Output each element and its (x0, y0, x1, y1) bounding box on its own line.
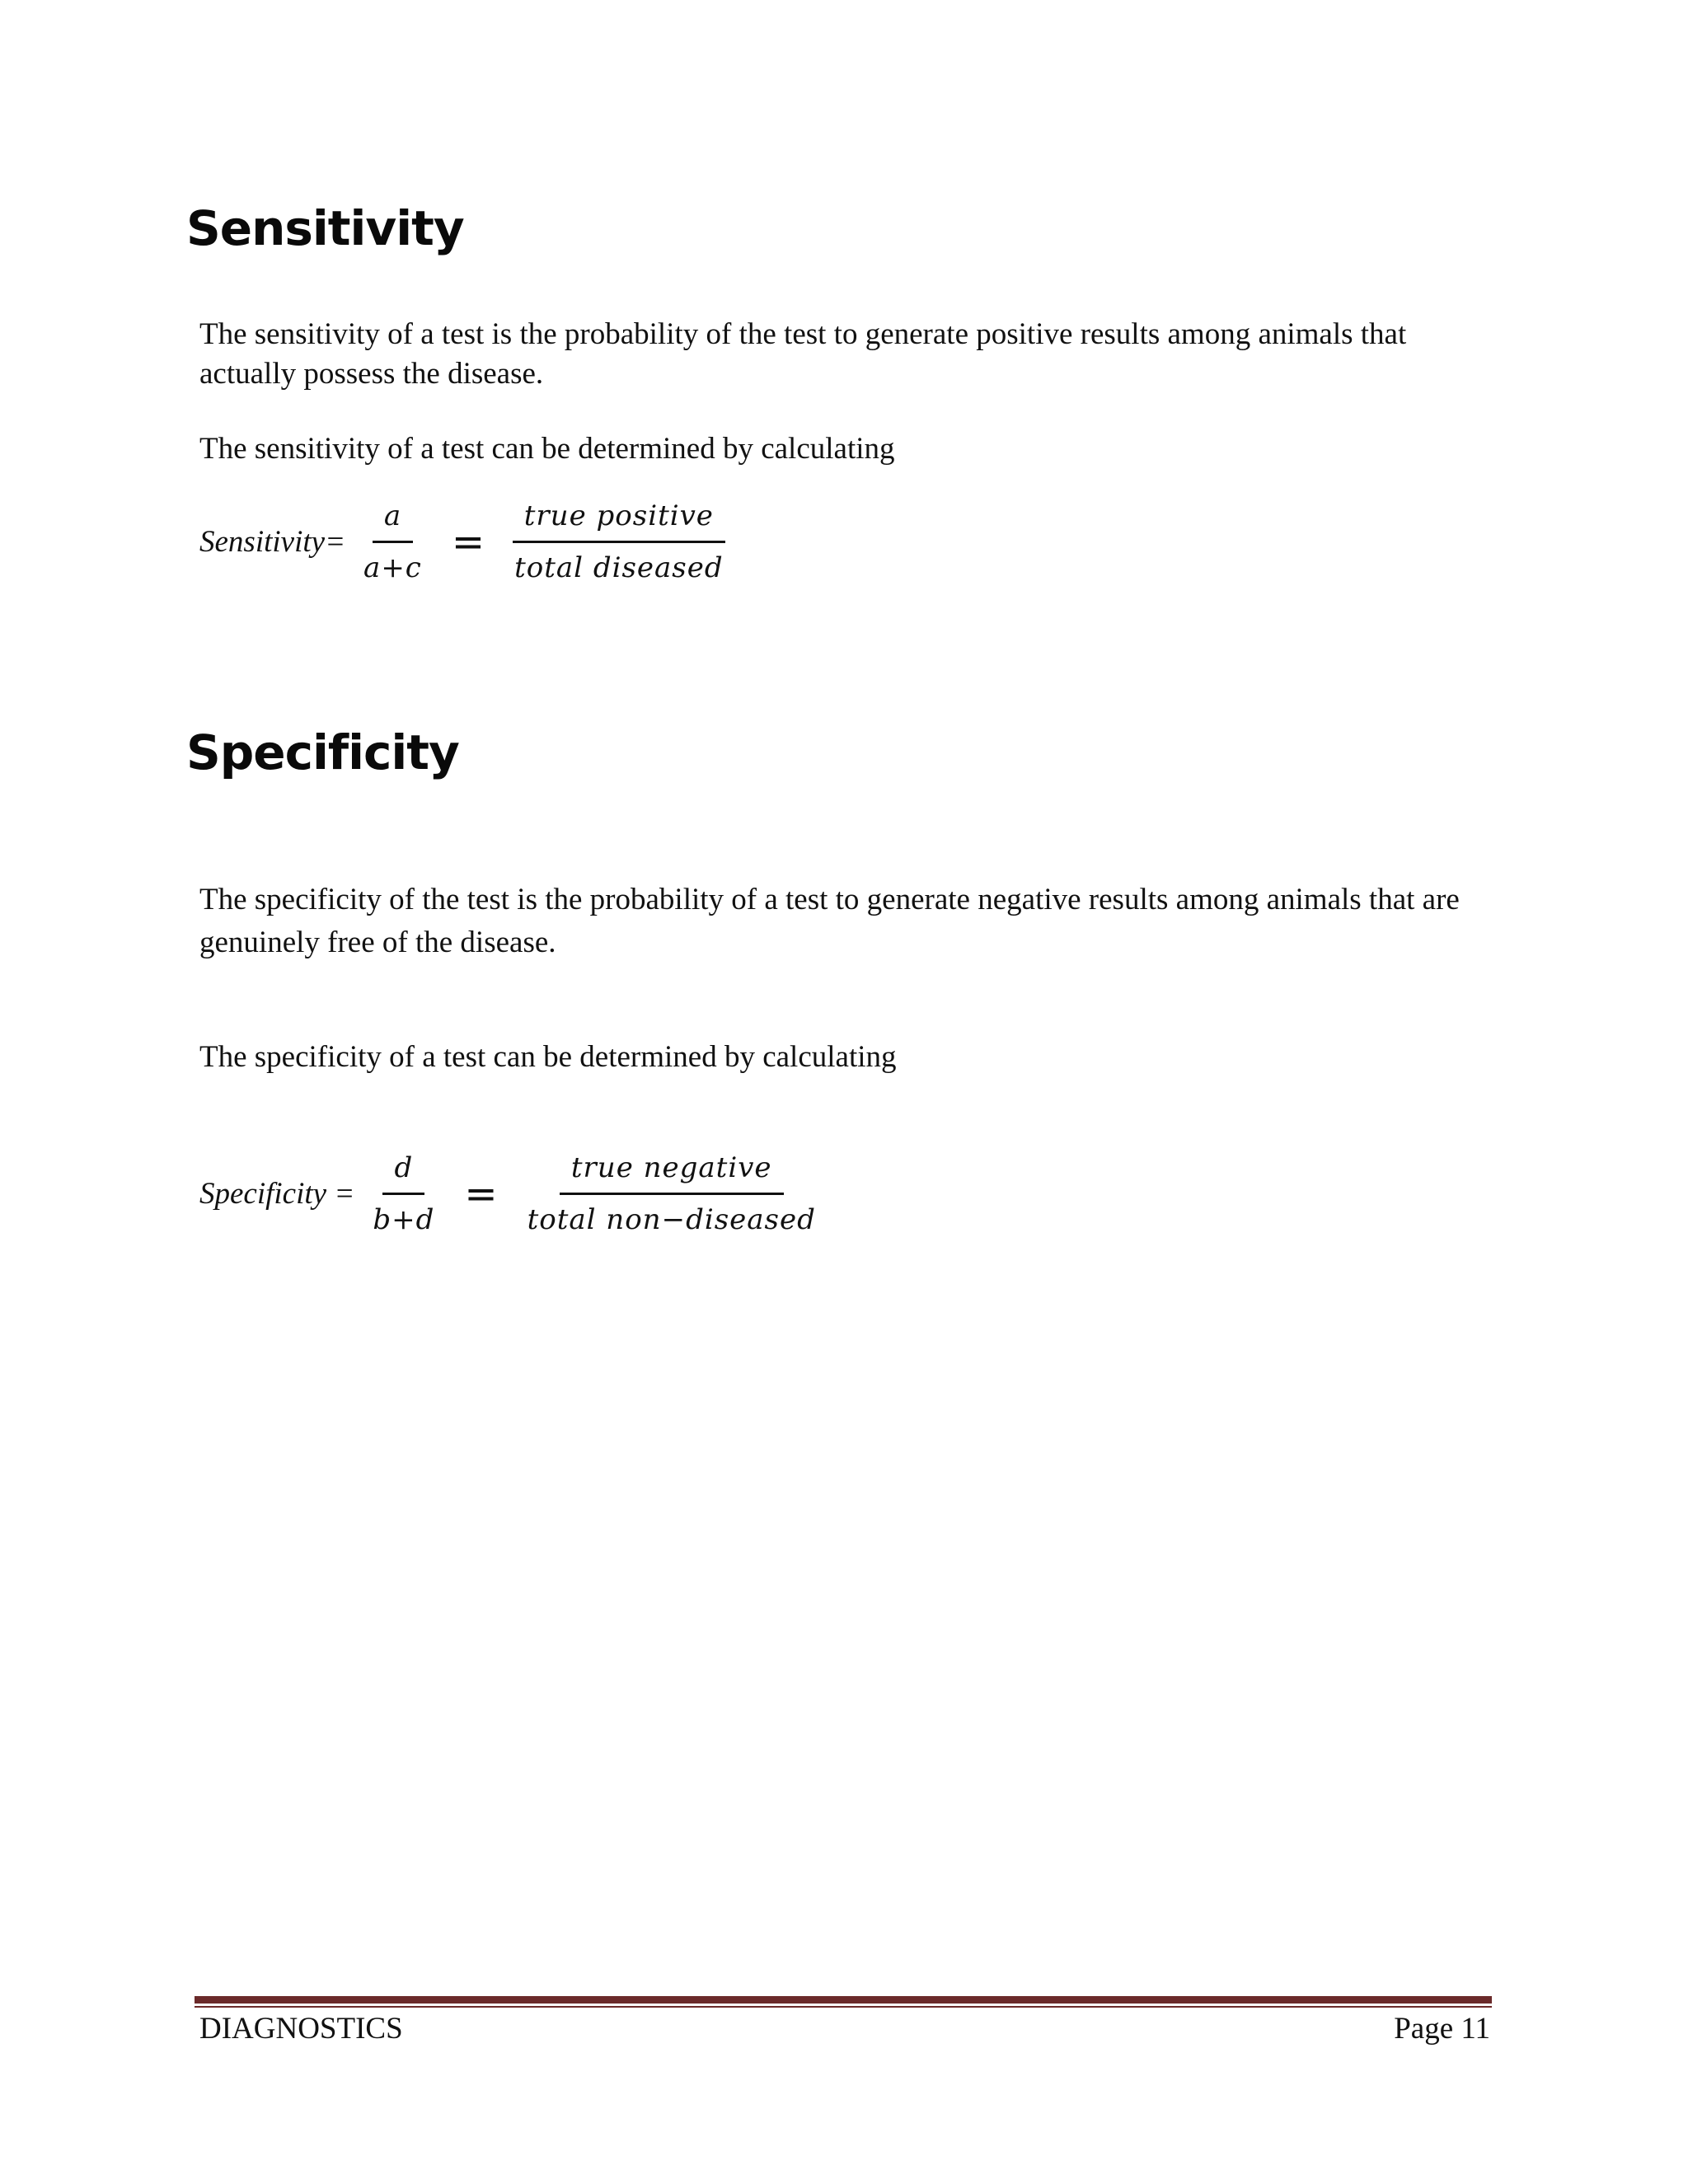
specificity-heading: Specificity (186, 724, 459, 780)
sensitivity-fraction-words (503, 498, 735, 586)
specificity-fraction-ratio-numerator: d (382, 1150, 424, 1195)
specificity-formula (199, 1150, 828, 1238)
specificity-equals-sign: = (464, 1170, 498, 1217)
specificity-intro: The specificity of a test can be determined by calculating (199, 1040, 897, 1074)
specificity-fraction-ratio-denominator: b+d (373, 1203, 435, 1236)
sensitivity-fraction-ratio-numerator: a (373, 498, 413, 543)
specificity-fraction-words-numerator: true negative (560, 1150, 784, 1195)
footer-rule-thick (195, 1996, 1492, 2004)
sensitivity-fraction-words-numerator: true positive (513, 498, 725, 543)
sensitivity-heading: Sensitivity (186, 200, 464, 256)
sensitivity-fraction-ratio (352, 498, 434, 586)
footer-rule-thin (195, 2006, 1492, 2008)
footer-page-number: Page 11 (1394, 2012, 1490, 2046)
sensitivity-fraction-ratio-denominator: a+c (363, 551, 422, 584)
sensitivity-definition: The sensitivity of a test is the probability of the test to generate positive results among animals that actually possess the disease. (199, 317, 1407, 391)
sensitivity-formula (199, 498, 735, 586)
specificity-fraction-words-denominator: total non−diseased (527, 1203, 816, 1236)
sensitivity-fraction-words-denominator: total diseased (514, 551, 724, 584)
sensitivity-equals-sign: = (451, 518, 485, 565)
sensitivity-intro: The sensitivity of a test can be determined by calculating (199, 432, 895, 466)
specificity-definition: The specificity of the test is the probability of a test to generate negative results among animals that are genuinely free of the disease. (199, 883, 1460, 959)
footer-section-title: DIAGNOSTICS (199, 2012, 403, 2046)
specificity-fraction-words (516, 1150, 828, 1238)
specificity-fraction-ratio (361, 1150, 446, 1238)
specificity-formula-lhs: Specificity = (199, 1177, 355, 1211)
sensitivity-formula-lhs: Sensitivity= (199, 525, 346, 559)
